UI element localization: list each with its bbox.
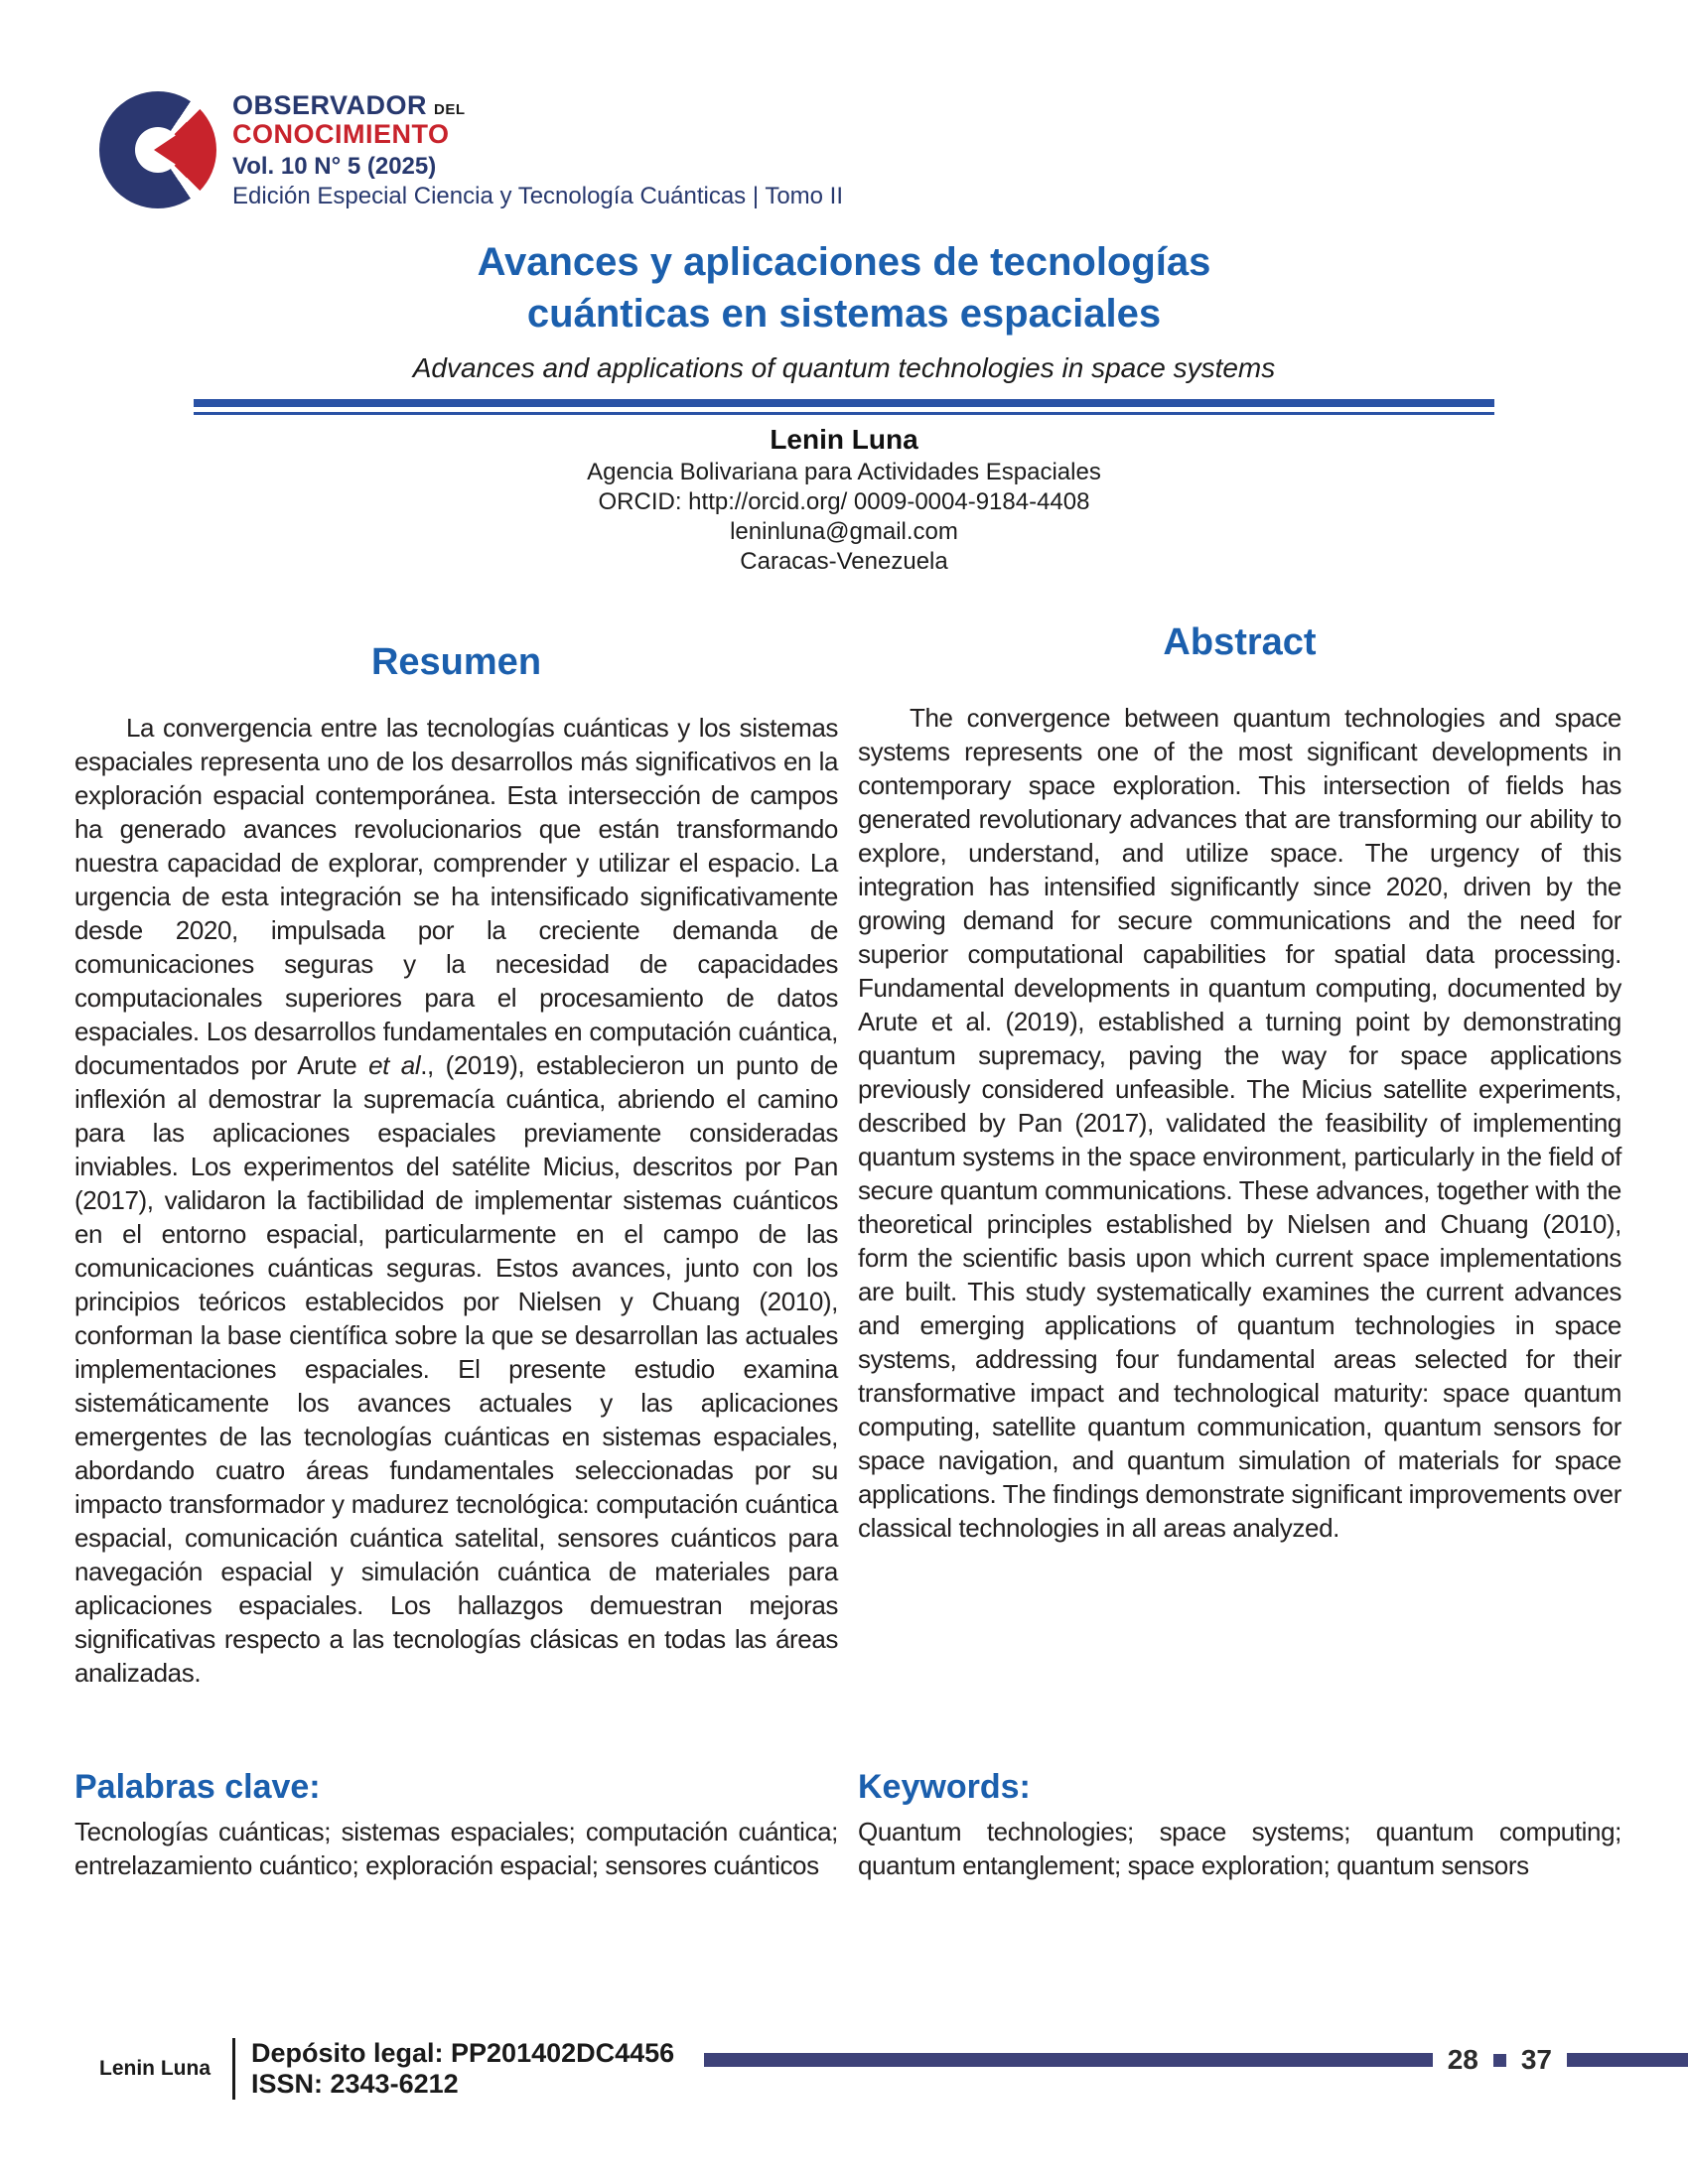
palabras-clave-text: Tecnologías cuánticas; sistemas espaciales; computación cuántica; entrelazamiento cuántico; exploración espacial; sensores cuánticos [74,1817,838,1880]
article-title-en: Advances and applications of quantum technologies in space systems [412,352,1276,383]
journal-volume: Vol. 10 N° 5 (2025) [232,153,437,181]
page-number-end: 37 [1520,2044,1552,2075]
brand-name-line1 [232,91,843,119]
palabras-clave-heading: Palabras clave: [74,1768,321,1806]
footer-bar-right [1567,2053,1688,2067]
resumen-heading: Resumen [370,641,542,683]
author-block [0,425,1688,577]
footer-deposito-legal: Depósito legal: PP201402DC4456 [251,2038,675,2068]
observador-logo-icon [99,91,216,208]
footer-vertical-divider [232,2038,235,2100]
author-email-link[interactable]: leninluna@gmail.com [730,518,958,545]
abstract-heading: Abstract [1163,621,1317,663]
palabras-clave-section [74,1715,838,1882]
footer-legal-block [251,2038,674,2100]
page-number-start: 28 [1447,2044,1478,2075]
journal-brand [232,91,843,209]
article-title-line1: Avances y aplicaciones de tecnologías [477,240,1211,284]
footer-issn: ISSN: 2343-6212 [251,2069,459,2099]
resumen-column [74,581,838,1715]
abstract-paragraph: The convergence between quantum technologies and space systems represents one of the most significant developments in contemporary space exploration. This intersection of fields has generated revolutionary advances that are transforming our ability to explore, understand, and utilize space. The urgency of this integration has intensified significantly since 2020, driven by the growing demand for secure communications and the need for superior computational capabilities for spatial data processing. Fundamental developments in quantum computing, documented by Arute et al. (2019), established a turning point by demonstrating quantum supremacy, paving the way for space applications previously considered unfeasible. The Micius satellite experiments, described by Pan (2017), validated the feasibility of implementing quantum systems in the space environment, particularly in the field of secure quantum communications. These advances, together with the theoretical principles established by Nielsen and Chuang (2010), form the scientific basis upon which current space implementations are built. This study systematically examines the current advances and emerging applications of quantum technologies in space systems, addressing four fundamental areas selected for their transformative impact and technological maturity: space quantum computing, satellite quantum communication, quantum sensors for space navigation, and quantum simulation of materials for space applications. The findings demonstrate significant improvements over classical technologies in all areas analyzed. [858,703,1621,1543]
resumen-etal-italic: et al [368,1050,421,1080]
footer-bar-left [704,2053,1432,2067]
resumen-text-segment: La convergencia entre las tecnologías cuánticas y los sistemas espaciales representa uno de los desarrollos más significativos en la exploración espacial contemporánea. Esta intersección de campos ha generado avances revolucionarios que están transformando nuestra capacidad de explorar, comprender y utilizar el espacio. La urgencia de esta integración se ha intensificado significativamente desde 2020, impulsada por la creciente demanda de comunicaciones seguras y la necesidad de capacidades computacionales superiores para el procesamiento de datos espaciales. Los desarrollos fundamentales en computación cuántica, documentados por Arute [74,713,838,1080]
author-orcid-link[interactable]: ORCID: http://orcid.org/ 0009-0004-9184-4408 [598,488,1090,515]
author-location: Caracas-Venezuela [740,548,948,575]
resumen-paragraph [74,711,838,1690]
abstract-column [858,581,1621,1715]
resumen-text-segment: ., (2019), establecieron un punto de inflexión al demostrar la supremacía cuántica, abriendo el camino para las aplicaciones espaciales previamente consideradas inviables. Los experimentos del satélite Micius, descritos por Pan (2017), validaron la factibilidad de implementar sistemas cuánticos en el entorno espacial, particularmente en el campo de las comunicaciones cuánticas seguras. Estos avances, junto con los principios teóricos establecidos por Nielsen y Chuang (2010), conforman la base científica sobre la que se desarrollan las actuales implementaciones espaciales. El presente estudio examina sistemáticamente los avances actuales y las aplicaciones emergentes de las tecnologías cuánticas en sistemas espaciales, abordando cuatro áreas fundamentales seleccionadas por su impacto transformador y madurez tecnológica: computación cuántica espacial, comunicación cuántica satelital, sensores cuánticos para navegación espacial y simulación cuántica de materiales para aplicaciones espaciales. Los hallazgos demuestran mejoras significativas respecto a las tecnologías clásicas en todas las áreas analizadas. [74,1050,838,1688]
journal-header [99,91,843,209]
journal-edition: Edición Especial Ciencia y Tecnología Cuánticas | Tomo II [232,183,844,210]
brand-observador: OBSERVADOR [232,90,428,120]
brand-del: DEL [434,101,466,118]
page-number-separator-square [1493,2054,1506,2067]
keywords-heading: Keywords: [858,1768,1031,1806]
article-title-es [0,236,1688,340]
page-footer [0,2038,1688,2100]
keywords-text: Quantum technologies; space systems; quantum computing; quantum entanglement; space exploration; quantum sensors [858,1817,1621,1880]
title-divider-rule [194,399,1494,415]
author-affiliation: Agencia Bolivariana para Actividades Espaciales [587,459,1101,485]
author-name: Lenin Luna [770,424,918,455]
footer-author-name: Lenin Luna [99,2057,211,2080]
keywords-section [858,1715,1621,1882]
article-title-line2: cuánticas en sistemas espaciales [526,292,1162,336]
brand-name-line2: CONOCIMIENTO [232,119,450,150]
article-title-block [0,236,1688,415]
abstracts-grid [74,581,1621,1882]
